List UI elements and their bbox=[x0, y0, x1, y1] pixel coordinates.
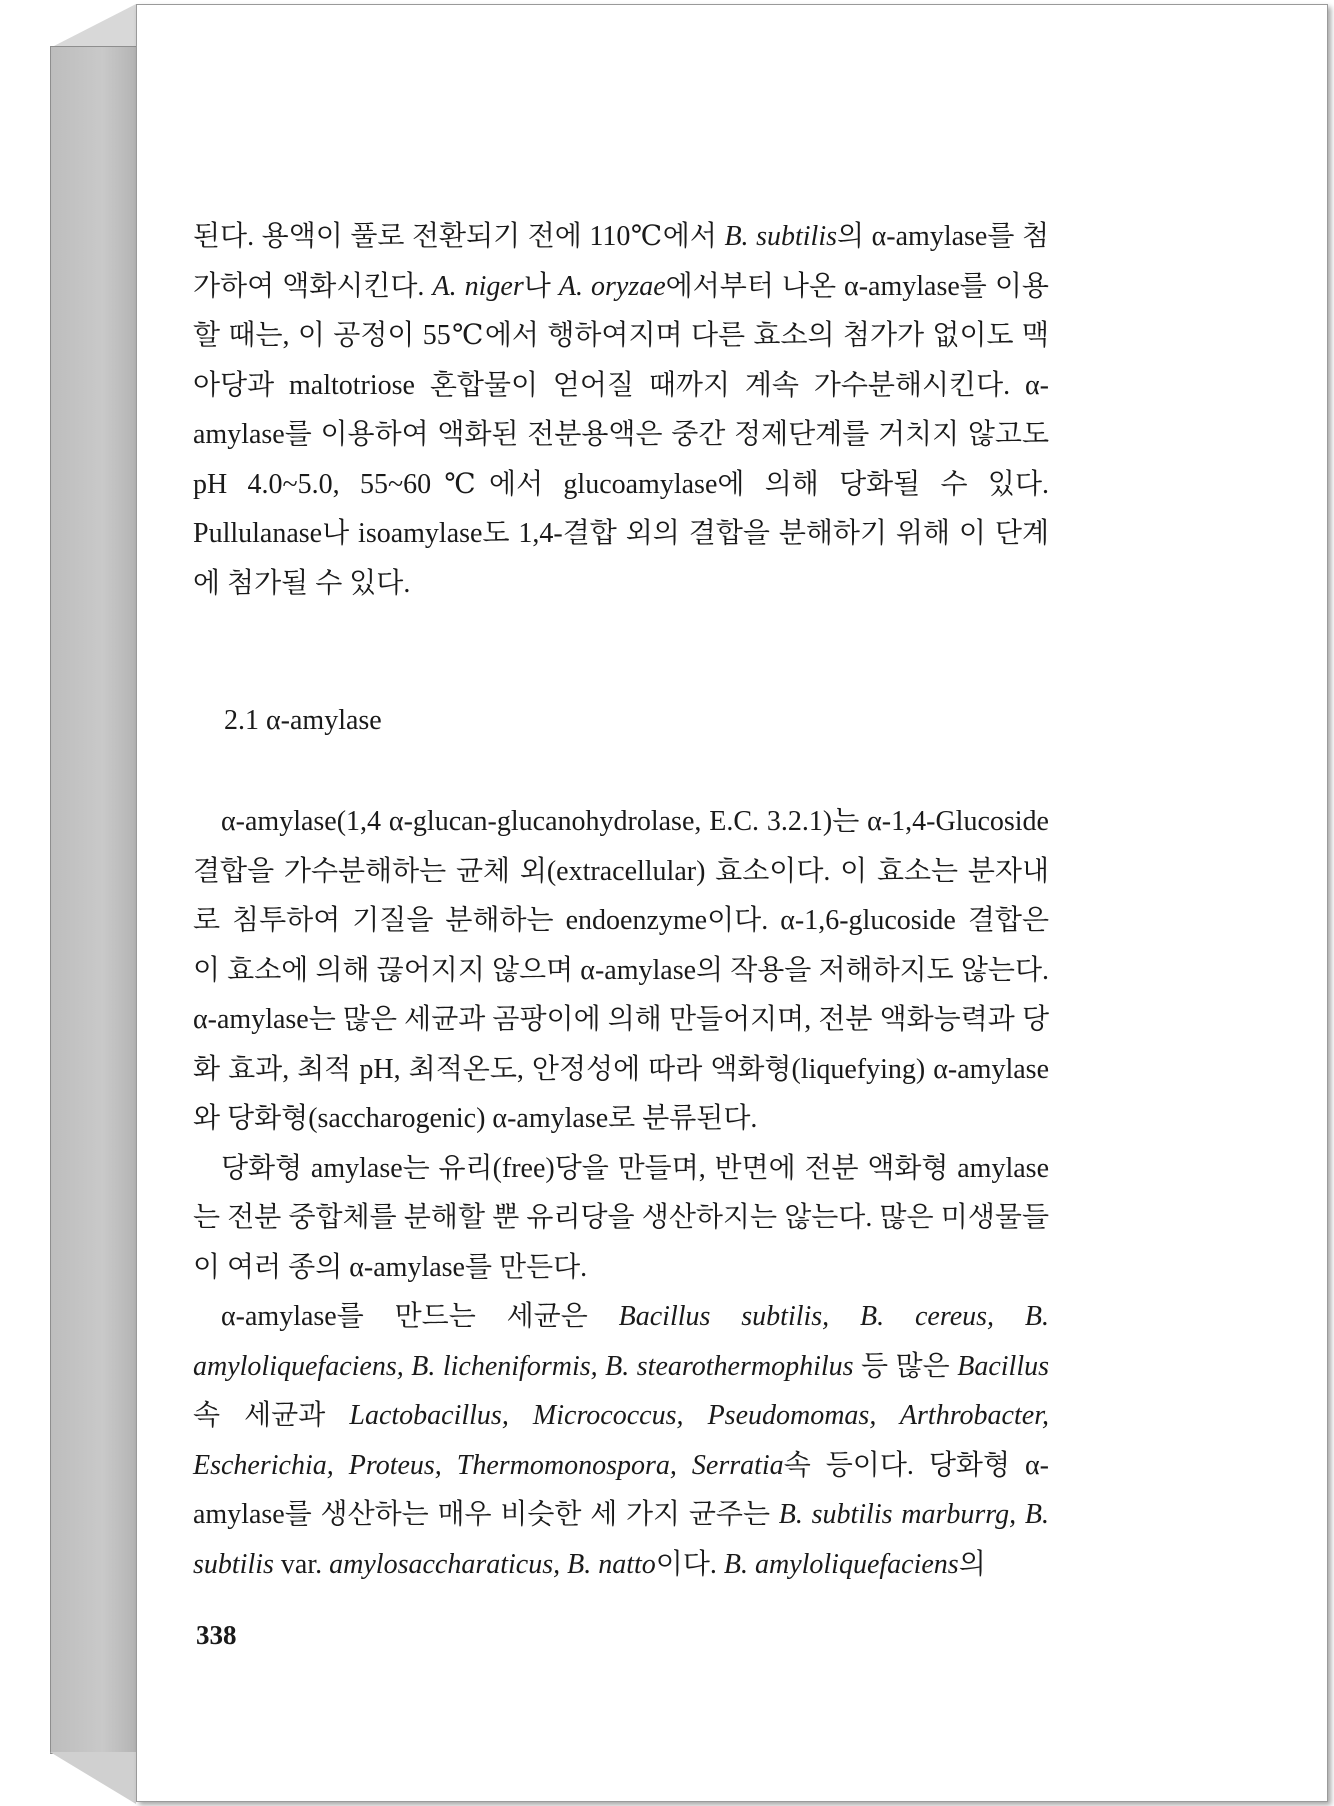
section-heading: 2.1 α-amylase bbox=[224, 705, 382, 736]
paragraph-1: α-amylase(1,4 α-glucan-glucanohydrolase, E.C. 3.2.1)는 α-1,4-Glucoside 결합을 가수분해하는 균체 외(extracellular) 효소이다. 이 효소는 분자내로 침투하여 기질을 분해하는 endoenzyme이다. α-1,6-glucoside 결합은 이 효소에 의해 끊어지지 않으며 α-amylase의 작용을 저해하지도 않는다. α-amylase는 많은 세균과 곰팡이에 의해 만들어지며, 전분 액화능력과 당화 효과, 최적 pH, 최적온도, 안정성에 따라 액화형(liquefying) α-amylase와 당화형(saccharogenic) α-amylase로 분류된다. bbox=[193, 806, 1049, 1134]
intro-paragraph-block bbox=[193, 212, 1049, 608]
book-spine-bottom bbox=[50, 1752, 136, 1804]
paragraph-2: 당화형 amylase는 유리(free)당을 만들며, 반면에 전분 액화형 amylase는 전분 중합체를 분해할 뿐 유리당을 생산하지는 않는다. 많은 미생물들이 여러 종의 α-amylase를 만든다. bbox=[193, 1152, 1049, 1283]
page-number: 338 bbox=[196, 1620, 237, 1650]
body-text bbox=[193, 797, 1049, 1589]
book-spine bbox=[50, 46, 138, 1754]
intro-paragraph: 된다. 용액이 풀로 전환되기 전에 110℃에서 B. subtilis의 α-amylase를 첨가하여 액화시킨다. A. niger나 A. oryzae에서부터 나온 α-amylase를 이용할 때는, 이 공정이 55℃에서 행하여지며 다른 효소의 첨가가 없이도 맥아당과 maltotriose 혼합물이 얻어질 때까지 계속 가수분해시킨다. α-amylase를 이용하여 액화된 전분용액은 중간 정제단계를 거치지 않고도 pH 4.0~5.0, 55~60℃에서 glucoamylase에 의해 당화될 수 있다. Pullulanase나 isoamylase도 1,4-결합 외의 결합을 분해하기 위해 이 단계에 첨가될 수 있다. bbox=[193, 221, 1049, 599]
book-spine-top bbox=[50, 4, 136, 48]
paragraph-3: α-amylase를 만드는 세균은 Bacillus subtilis, B. cereus, B. amyloliquefaciens, B. licheniformis, B. stearothermophilus 등 많은 Bacillus 속 세균과 Lactobacillus, Micrococcus, Pseudomomas, Arthrobacter, Escherichia, Proteus, Thermomonospora, Serratia속 등이다. 당화형 α-amylase를 생산하는 매우 비슷한 세 가지 균주는 B. subtilis marburrg, B. subtilis var. amylosaccharaticus, B. natto이다. B. amyloliquefaciens의 bbox=[193, 1301, 1050, 1580]
